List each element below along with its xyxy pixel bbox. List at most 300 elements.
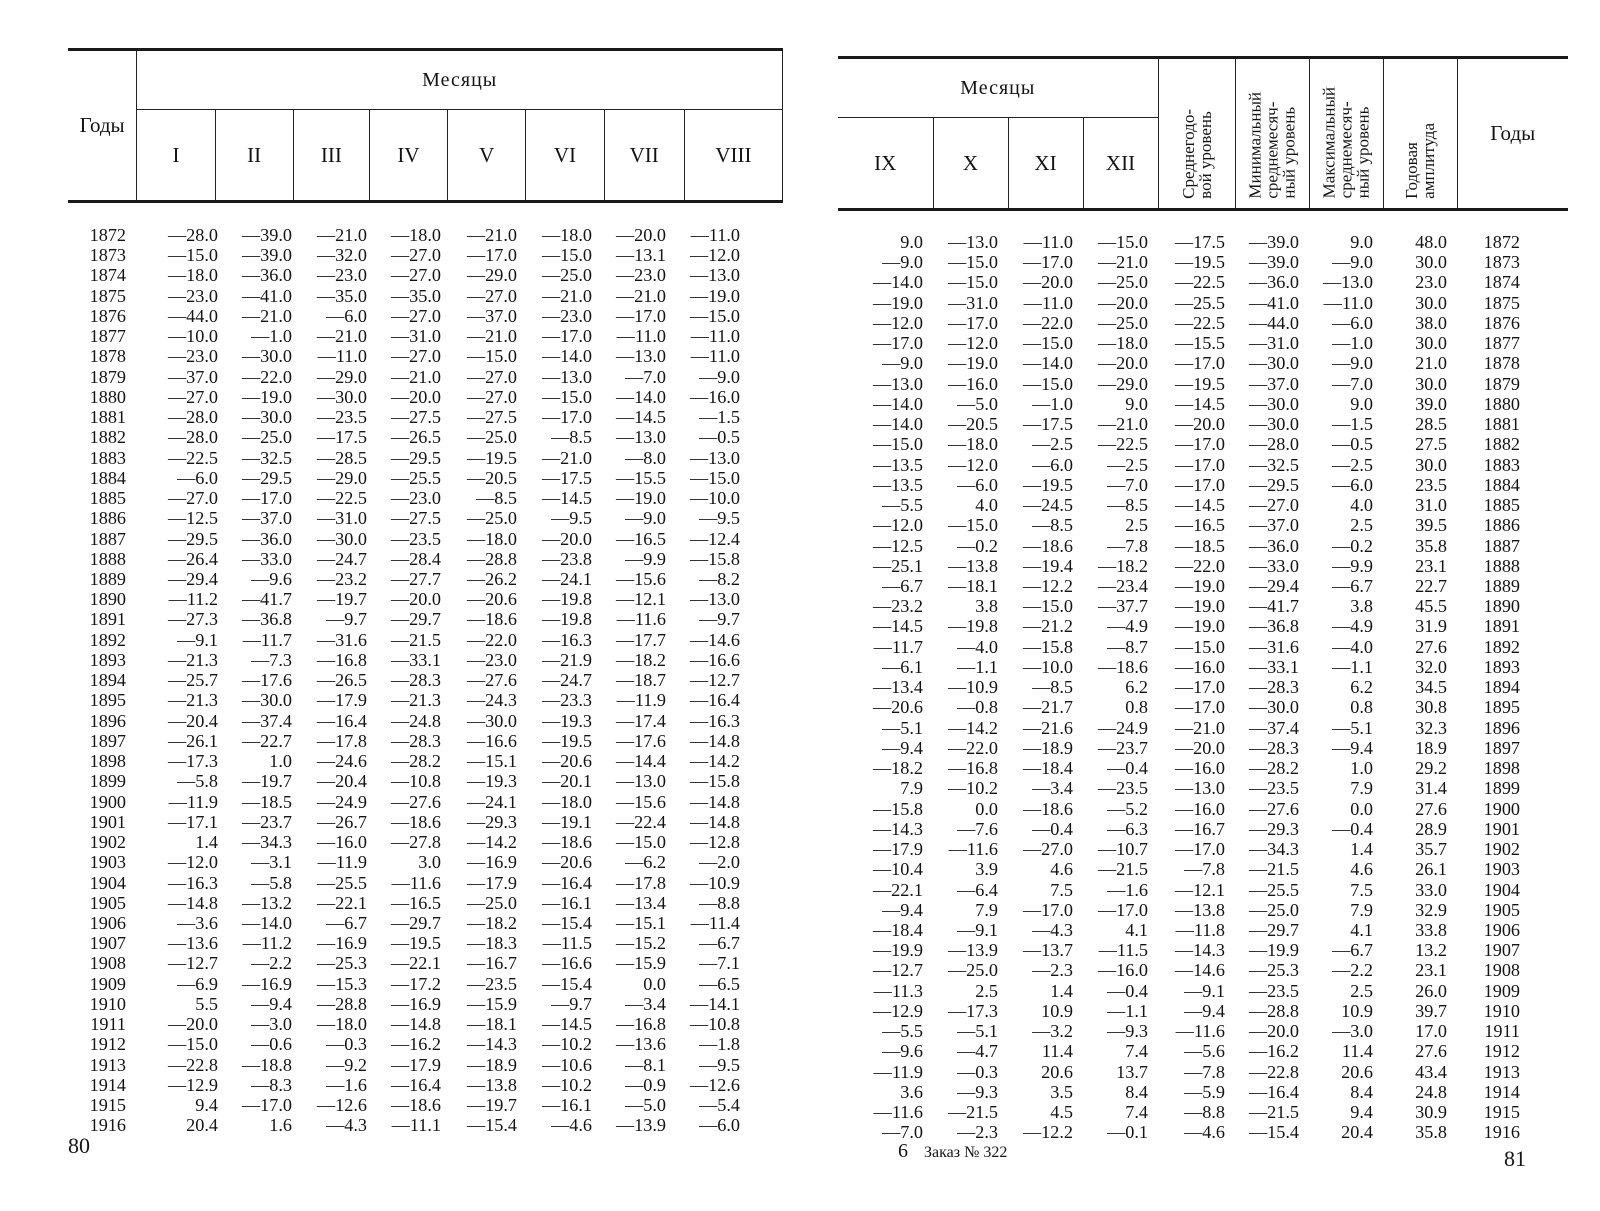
month-value-cell: —28.0 xyxy=(167,407,218,428)
table-row xyxy=(838,556,1562,576)
month-value-cell: —15.0 xyxy=(1097,232,1148,252)
month-value-cell: —9.5 xyxy=(699,508,740,529)
year-cell: 1879 xyxy=(89,366,126,387)
month-value-cell: —16.9 xyxy=(316,933,367,954)
stat-value-cell: 39.0 xyxy=(1415,393,1447,414)
month-value-cell: —11.6 xyxy=(873,1102,923,1123)
stat-value-cell: —16.5 xyxy=(1174,515,1225,536)
month-value-cell: —1.1 xyxy=(957,656,998,677)
month-value-cell: —15.8 xyxy=(689,771,740,792)
year-cell: 1910 xyxy=(1483,1000,1520,1021)
table-row xyxy=(838,596,1562,616)
month-value-cell: —20.4 xyxy=(316,771,367,792)
month-value-cell: —12.9 xyxy=(167,1074,218,1095)
table-row xyxy=(78,407,740,427)
month-value-cell: —21.0 xyxy=(1097,414,1148,435)
month-value-cell: —36.0 xyxy=(241,528,292,549)
year-cell: 1891 xyxy=(1483,616,1520,637)
table-row xyxy=(838,738,1562,758)
month-value-cell: 5.5 xyxy=(195,993,218,1014)
table-row xyxy=(838,981,1562,1001)
table-row xyxy=(838,272,1562,292)
month-value-cell: —16.4 xyxy=(390,1074,441,1095)
stat-value-cell: —1.5 xyxy=(1332,414,1373,435)
stat-value-cell: —9.0 xyxy=(1332,353,1373,374)
month-value-cell: —0.9 xyxy=(625,1074,666,1095)
month-value-cell: —13.0 xyxy=(947,232,998,252)
stat-value-cell: 30.0 xyxy=(1415,333,1447,354)
month-value-cell: —18.5 xyxy=(241,791,292,812)
month-value-cell: —2.3 xyxy=(957,1122,998,1143)
month-value-cell: 7.4 xyxy=(1125,1102,1148,1123)
month-value-cell: —15.9 xyxy=(615,953,666,974)
stat-value-cell: 22.7 xyxy=(1415,575,1447,596)
month-value-cell: —28.0 xyxy=(167,427,218,448)
month-value-cell: —16.6 xyxy=(466,730,517,751)
month-value-cell: —2.0 xyxy=(699,852,740,873)
month-value-cell: —19.5 xyxy=(466,447,517,468)
month-value-cell: —17.9 xyxy=(466,872,517,893)
table-row xyxy=(78,974,740,994)
year-cell: 1901 xyxy=(89,811,126,832)
month-value-cell: —24.7 xyxy=(541,670,592,691)
month-value-cell: —18.0 xyxy=(466,528,517,549)
table-row xyxy=(78,852,740,872)
month-value-cell: —21.0 xyxy=(466,225,517,245)
month-value-cell: —16.9 xyxy=(390,993,441,1014)
month-value-cell: —9.5 xyxy=(699,1054,740,1075)
year-cell: 1909 xyxy=(1483,980,1520,1001)
month-value-cell: —15.0 xyxy=(541,245,592,266)
stat-value-cell: 27.6 xyxy=(1415,636,1447,657)
month-value-cell: —37.4 xyxy=(241,710,292,731)
month-value-cell: —12.9 xyxy=(872,1000,923,1021)
month-value-cell: —13.0 xyxy=(615,346,666,367)
stat-value-cell: 13.2 xyxy=(1415,940,1447,961)
stat-value-cell: 30.0 xyxy=(1415,252,1447,273)
month-value-cell: 13.7 xyxy=(1116,1061,1148,1082)
stat-value-cell: 4.6 xyxy=(1350,859,1373,880)
stat-value-cell: 39.5 xyxy=(1415,515,1447,536)
month-value-cell: —14.5 xyxy=(541,1014,592,1035)
month-value-cell: —17.0 xyxy=(947,312,998,333)
month-value-cell: —21.3 xyxy=(390,690,441,711)
month-value-cell: —22.0 xyxy=(947,737,998,758)
table-row xyxy=(78,913,740,933)
month-value-cell: —20.0 xyxy=(167,1014,218,1035)
month-value-cell: —34.3 xyxy=(241,832,292,853)
year-cell: 1886 xyxy=(89,508,126,529)
month-value-cell: —17.8 xyxy=(316,730,367,751)
stat-value-cell: —22.0 xyxy=(1174,555,1225,576)
table-row xyxy=(78,832,740,852)
month-value-cell: —9.1 xyxy=(177,629,218,650)
stat-value-cell: —17.0 xyxy=(1174,839,1225,860)
month-value-cell: —14.8 xyxy=(390,1014,441,1035)
table-row xyxy=(78,812,740,832)
month-value-cell: —12.7 xyxy=(872,960,923,981)
month-value-cell: —17.1 xyxy=(167,811,218,832)
month-value-cell: —28.3 xyxy=(390,730,441,751)
stat-value-cell: —14.5 xyxy=(1174,495,1225,516)
stat-value-cell: —7.0 xyxy=(1332,373,1373,394)
month-value-cell: —13.0 xyxy=(689,265,740,286)
month-value-cell: —5.5 xyxy=(882,495,923,516)
table-row xyxy=(838,616,1562,636)
month-value-cell: —13.0 xyxy=(689,589,740,610)
month-value-cell: —23.2 xyxy=(872,596,923,617)
month-value-cell: —4.9 xyxy=(1107,616,1148,637)
table-row xyxy=(838,960,1562,980)
month-value-cell: —21.0 xyxy=(541,447,592,468)
month-value-cell: —11.5 xyxy=(1098,940,1148,961)
month-value-cell: —14.0 xyxy=(872,393,923,414)
stat-value-cell: 2.5 xyxy=(1350,515,1373,536)
month-value-cell: —12.7 xyxy=(689,670,740,691)
month-value-cell: —13.0 xyxy=(541,366,592,387)
month-value-cell: —12.0 xyxy=(689,245,740,266)
table-row xyxy=(78,731,740,751)
table-row xyxy=(78,387,740,407)
month-value-cell: —16.4 xyxy=(541,872,592,893)
month-value-cell: —12.5 xyxy=(167,508,218,529)
month-value-cell: —23.0 xyxy=(466,649,517,670)
month-value-cell: —20.0 xyxy=(1097,353,1148,374)
month-value-cell: —14.5 xyxy=(541,488,592,509)
month-value-cell: 1.0 xyxy=(269,751,292,772)
stat-value-cell: —6.0 xyxy=(1332,312,1373,333)
stat-value-cell: 27.5 xyxy=(1415,434,1447,455)
month-value-cell: —11.6 xyxy=(948,839,998,860)
table-row xyxy=(78,771,740,791)
table-row xyxy=(838,455,1562,475)
month-value-cell: —17.0 xyxy=(466,245,517,266)
month-value-cell: —11.6 xyxy=(616,609,666,630)
month-value-cell: —19.7 xyxy=(241,771,292,792)
month-value-cell: —13.6 xyxy=(615,1034,666,1055)
month-value-cell: —13.0 xyxy=(872,373,923,394)
stat-value-cell: —29.7 xyxy=(1248,919,1299,940)
month-value-cell: —25.3 xyxy=(316,953,367,974)
month-value-cell: —9.4 xyxy=(251,993,292,1014)
month-value-cell: 3.9 xyxy=(975,859,998,880)
table-row xyxy=(78,589,740,609)
month-value-cell: —28.4 xyxy=(390,548,441,569)
month-value-cell: —18.0 xyxy=(541,225,592,245)
right-table-header xyxy=(838,56,1568,211)
month-value-cell: —21.9 xyxy=(541,649,592,670)
month-value-cell: 7.9 xyxy=(975,899,998,920)
year-cell: 1911 xyxy=(1484,1021,1520,1042)
stat-value-cell: —20.0 xyxy=(1174,737,1225,758)
month-value-cell: —22.0 xyxy=(241,366,292,387)
table-row xyxy=(78,609,740,629)
year-cell: 1894 xyxy=(1483,677,1520,698)
month-value-cell: —19.0 xyxy=(241,386,292,407)
month-value-cell: —14.3 xyxy=(872,818,923,839)
month-value-cell: —15.0 xyxy=(947,515,998,536)
month-value-cell: —27.0 xyxy=(466,285,517,306)
stat-value-cell: —22.8 xyxy=(1248,1061,1299,1082)
month-value-cell: —18.4 xyxy=(872,919,923,940)
month-value-cell: 0.8 xyxy=(1125,697,1148,718)
month-value-cell: —23.2 xyxy=(316,568,367,589)
table-row xyxy=(78,630,740,650)
month-value-cell: —0.2 xyxy=(957,535,998,556)
month-value-cell: —3.0 xyxy=(251,1014,292,1035)
month-value-cell: —22.8 xyxy=(167,1054,218,1075)
stat-value-cell: 28.5 xyxy=(1415,414,1447,435)
month-value-cell: —17.9 xyxy=(872,839,923,860)
footer-signature xyxy=(898,1140,1007,1163)
table-row xyxy=(78,751,740,771)
month-value-cell: —12.1 xyxy=(615,589,666,610)
month-value-cell: —23.0 xyxy=(167,285,218,306)
month-value-cell: —17.0 xyxy=(1097,899,1148,920)
month-value-cell: 4.0 xyxy=(975,495,998,516)
month-value-cell: —23.8 xyxy=(541,548,592,569)
month-value-cell: —23.0 xyxy=(541,305,592,326)
month-value-cell: —7.6 xyxy=(957,818,998,839)
month-value-cell: —24.9 xyxy=(316,791,367,812)
month-value-cell: —12.0 xyxy=(872,515,923,536)
month-value-cell: 3.0 xyxy=(418,852,441,873)
month-value-cell: —37.0 xyxy=(241,508,292,529)
month-value-cell: —29.0 xyxy=(1097,373,1148,394)
month-value-cell: —16.9 xyxy=(241,973,292,994)
month-value-cell: —17.6 xyxy=(615,730,666,751)
month-value-cell: —16.8 xyxy=(947,758,998,779)
month-value-cell: —18.9 xyxy=(466,1054,517,1075)
stat-value-cell: —17.0 xyxy=(1174,353,1225,374)
year-cell: 1885 xyxy=(1483,495,1520,516)
stat-value-cell: —30.0 xyxy=(1248,393,1299,414)
stat-value-cell: 7.9 xyxy=(1350,899,1373,920)
stat-value-cell: 28.9 xyxy=(1415,818,1447,839)
stat-value-cell: —23.5 xyxy=(1248,778,1299,799)
stat-value-cell: —37.4 xyxy=(1248,717,1299,738)
year-cell: 1911 xyxy=(90,1014,126,1035)
stat-value-cell: —8.8 xyxy=(1184,1102,1225,1123)
month-value-cell: —13.2 xyxy=(241,892,292,913)
month-value-cell: —18.4 xyxy=(1022,758,1073,779)
month-value-cell: —0.4 xyxy=(1032,818,1073,839)
table-row xyxy=(78,953,740,973)
stat-value-cell: —20.0 xyxy=(1248,1021,1299,1042)
year-cell: 1881 xyxy=(1483,414,1520,435)
month-value-cell: —27.0 xyxy=(390,305,441,326)
year-cell: 1900 xyxy=(1483,798,1520,819)
years-column-header-right: Годы xyxy=(1457,58,1568,210)
month-value-cell: —6.0 xyxy=(326,305,367,326)
year-cell: 1874 xyxy=(89,265,126,286)
month-value-cell: —22.0 xyxy=(466,629,517,650)
table-row xyxy=(78,286,740,306)
month-value-cell: —11.0 xyxy=(1023,292,1073,313)
month-value-cell: —1.0 xyxy=(1032,393,1073,414)
table-row xyxy=(838,374,1562,394)
table-row xyxy=(838,414,1562,434)
month-value-cell: —7.8 xyxy=(1107,535,1148,556)
stat-value-cell: —19.9 xyxy=(1248,940,1299,961)
month-value-cell: —19.8 xyxy=(947,616,998,637)
month-value-cell: —8.5 xyxy=(476,488,517,509)
month-value-cell: 4.6 xyxy=(1050,859,1073,880)
year-cell: 1877 xyxy=(1483,333,1520,354)
month-value-cell: —25.0 xyxy=(466,508,517,529)
table-row xyxy=(78,1055,740,1075)
month-value-cell: —3.6 xyxy=(177,912,218,933)
month-value-cell: —12.0 xyxy=(947,333,998,354)
year-cell: 1900 xyxy=(89,791,126,812)
year-cell: 1882 xyxy=(1483,434,1520,455)
stat-value-cell: —28.8 xyxy=(1248,1000,1299,1021)
month-value-cell: —4.3 xyxy=(326,1115,367,1136)
table-row xyxy=(838,333,1562,353)
month-value-cell: —15.0 xyxy=(872,434,923,455)
month-value-cell: —1.8 xyxy=(699,1034,740,1055)
table-row xyxy=(78,326,740,346)
month-value-cell: —1.6 xyxy=(326,1074,367,1095)
month-value-cell: —14.6 xyxy=(689,629,740,650)
month-value-cell: —31.0 xyxy=(316,508,367,529)
month-value-cell: —14.8 xyxy=(689,791,740,812)
month-value-cell: —17.3 xyxy=(947,1000,998,1021)
month-value-cell: —39.0 xyxy=(241,245,292,266)
month-value-cell: —27.0 xyxy=(1022,839,1073,860)
table-row xyxy=(78,1095,740,1115)
month-header-4: IV xyxy=(369,110,447,202)
month-value-cell: —27.5 xyxy=(390,508,441,529)
year-cell: 1903 xyxy=(1483,859,1520,880)
month-value-cell: —13.4 xyxy=(872,677,923,698)
month-value-cell: —19.0 xyxy=(872,292,923,313)
stat-value-cell: 30.8 xyxy=(1415,697,1447,718)
year-cell: 1896 xyxy=(1483,717,1520,738)
month-value-cell: —20.0 xyxy=(615,225,666,245)
year-cell: 1887 xyxy=(1483,535,1520,556)
month-value-cell: —6.0 xyxy=(1032,454,1073,475)
stat-value-cell: 4.1 xyxy=(1350,919,1373,940)
month-value-cell: —18.6 xyxy=(1097,656,1148,677)
month-value-cell: —36.0 xyxy=(241,265,292,286)
month-value-cell: —3.1 xyxy=(251,852,292,873)
month-value-cell: —28.0 xyxy=(167,225,218,245)
year-cell: 1886 xyxy=(1483,515,1520,536)
month-value-cell: —29.5 xyxy=(241,467,292,488)
table-row xyxy=(78,427,740,447)
month-value-cell: —28.3 xyxy=(390,670,441,691)
year-cell: 1909 xyxy=(89,973,126,994)
month-value-cell: —2.5 xyxy=(1032,434,1073,455)
page-number-left: 80 xyxy=(68,1133,90,1158)
month-value-cell: —15.6 xyxy=(615,791,666,812)
month-value-cell: —16.8 xyxy=(615,1014,666,1035)
month-value-cell: —10.4 xyxy=(872,859,923,880)
year-cell: 1915 xyxy=(1483,1102,1520,1123)
month-value-cell: —16.3 xyxy=(167,872,218,893)
month-value-cell: —1.1 xyxy=(1107,1000,1148,1021)
max-monthly-level-header: Максимальный среднемесяч- ный уровень xyxy=(1309,58,1383,210)
stat-value-cell: —30.0 xyxy=(1248,353,1299,374)
month-value-cell: —6.5 xyxy=(699,973,740,994)
stat-value-cell: —4.6 xyxy=(1184,1122,1225,1143)
month-value-cell: —26.4 xyxy=(167,548,218,569)
month-value-cell: —25.0 xyxy=(947,960,998,981)
month-value-cell: 3.6 xyxy=(900,1081,923,1102)
month-value-cell: —18.6 xyxy=(466,609,517,630)
month-value-cell: —5.0 xyxy=(957,393,998,414)
month-value-cell: —14.5 xyxy=(872,616,923,637)
table-row xyxy=(78,225,740,245)
stat-value-cell: 0.8 xyxy=(1350,697,1373,718)
year-cell: 1898 xyxy=(1483,758,1520,779)
month-value-cell: —0.1 xyxy=(1107,1122,1148,1143)
month-value-cell: —16.4 xyxy=(689,690,740,711)
month-value-cell: —19.5 xyxy=(390,933,441,954)
stat-value-cell: —16.0 xyxy=(1174,758,1225,779)
table-row xyxy=(838,1062,1562,1082)
month-value-cell: —12.8 xyxy=(689,832,740,853)
month-value-cell: —20.0 xyxy=(1097,292,1148,313)
year-cell: 1895 xyxy=(89,690,126,711)
year-cell: 1894 xyxy=(89,670,126,691)
month-value-cell: —5.0 xyxy=(625,1095,666,1116)
month-value-cell: —15.1 xyxy=(615,912,666,933)
year-cell: 1878 xyxy=(1483,353,1520,374)
month-value-cell: 3.5 xyxy=(1050,1081,1073,1102)
stat-value-cell: —37.0 xyxy=(1248,373,1299,394)
stat-value-cell: —19.0 xyxy=(1174,616,1225,637)
month-value-cell: —11.4 xyxy=(690,912,740,933)
year-cell: 1908 xyxy=(89,953,126,974)
month-value-cell: —20.0 xyxy=(390,589,441,610)
stat-value-cell: —30.0 xyxy=(1248,697,1299,718)
stat-value-cell: —17.5 xyxy=(1174,232,1225,252)
table-row xyxy=(838,313,1562,333)
stat-value-cell: 9.0 xyxy=(1350,232,1373,252)
month-value-cell: —9.0 xyxy=(699,366,740,387)
table-row xyxy=(78,529,740,549)
table-row xyxy=(78,549,740,569)
stat-value-cell: —7.8 xyxy=(1184,1061,1225,1082)
month-value-cell: —14.0 xyxy=(1022,353,1073,374)
stat-value-cell: —6.0 xyxy=(1332,474,1373,495)
month-value-cell: —17.5 xyxy=(316,427,367,448)
year-cell: 1878 xyxy=(89,346,126,367)
month-value-cell: —13.4 xyxy=(615,892,666,913)
stat-value-cell: 11.4 xyxy=(1341,1041,1373,1062)
stat-value-cell: —28.3 xyxy=(1248,677,1299,698)
month-value-cell: —21.0 xyxy=(241,305,292,326)
month-value-cell: —22.5 xyxy=(316,488,367,509)
month-value-cell: —37.0 xyxy=(167,366,218,387)
month-value-cell: —6.7 xyxy=(699,933,740,954)
month-value-cell: —20.1 xyxy=(541,771,592,792)
month-value-cell: —35.0 xyxy=(390,285,441,306)
stat-value-cell: 23.5 xyxy=(1415,474,1447,495)
stat-value-cell: 35.7 xyxy=(1415,839,1447,860)
month-value-cell: —21.5 xyxy=(947,1102,998,1123)
table-row xyxy=(78,1034,740,1054)
stat-value-cell: —32.5 xyxy=(1248,454,1299,475)
month-value-cell: —23.0 xyxy=(615,265,666,286)
year-cell: 1887 xyxy=(89,528,126,549)
table-row xyxy=(78,994,740,1014)
table-row xyxy=(838,677,1562,697)
month-value-cell: —7.0 xyxy=(1107,474,1148,495)
year-cell: 1892 xyxy=(1483,636,1520,657)
